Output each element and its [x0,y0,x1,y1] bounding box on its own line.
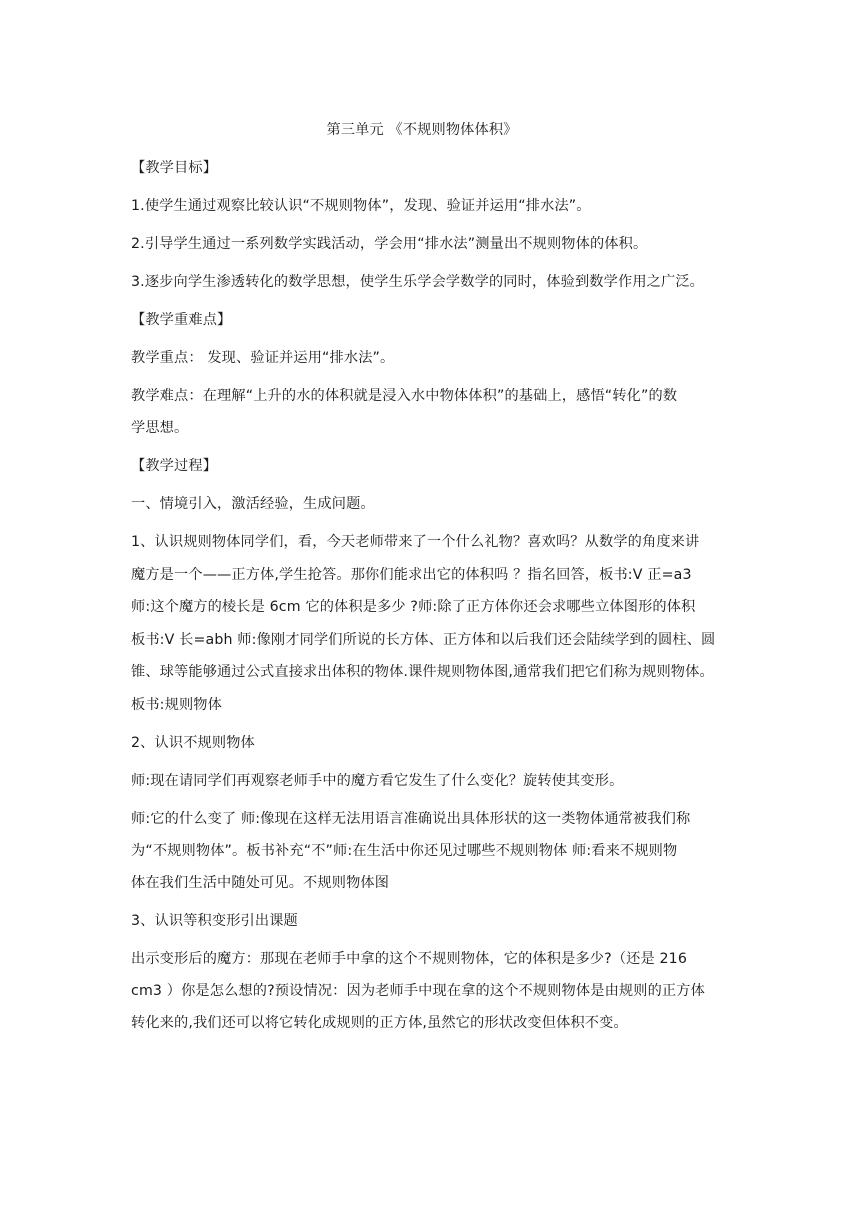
step-2-line-3: 体在我们生活中随处可见。不规则物体图 [131,875,390,891]
step-1-paragraph [131,526,731,721]
difficulty-line-2: 学思想。 [131,420,189,436]
step-3-line-3: 转化来的,我们还可以将它转化成规则的正方体,虽然它的形状改变但体积不变。 [131,1015,628,1031]
step-3-heading: 3、认识等积变形引出课题 [131,913,298,929]
step-1-line-1: 1、认识规则物体同学们，看，今天老师带来了一个什么礼物？喜欢吗？从数学的角度来讲 [131,534,700,550]
process-heading: 【教学过程】 [131,458,218,474]
step-1-line-5: 锥、球等能够通过公式直接求出体积的物体.课件规则物体图,通常我们把它们称为规则物体。 [131,664,714,680]
keypoints-heading: 【教学重难点】 [131,312,232,328]
step-1-line-2: 魔方是一个——正方体,学生抢答。那你们能求出它的体积吗 ？指名回答，板书:V 正=a3 [131,566,692,583]
step-2-line-1: 师:它的什么变了 师:像现在这样无法用语言准确说出具体形状的这一类物体通常被我们称 [131,811,691,827]
step-2-heading: 2、认识不规则物体 [131,735,255,751]
part-one-heading: 一、情境引入，激活经验，生成问题。 [131,496,375,512]
step-3-line-2: cm3 ）你是怎么想的?预设情况：因为老师手中现在拿的这个不规则物体是由规则的正方体 [131,983,705,999]
difficulty-paragraph [131,380,731,444]
step-2-paragraph-2 [131,803,731,899]
step-3-line-1: 出示变形后的魔方：那现在老师手中拿的这个不规则物体，它的体积是多少?（还是 216 [131,951,688,967]
step-1-line-4: 板书:V 长=abh 师:像刚才同学们所说的长方体、正方体和以后我们还会陆续学到的圆柱、圆 [131,631,716,648]
document-title: 第三单元 《不规则物体体积》 [326,122,518,138]
objective-2: 2.引导学生通过一系列数学实践活动，学会用“排水法”测量出不规则物体的体积。 [131,236,648,252]
step-1-line-6: 板书:规则物体 [131,696,222,713]
step-2-line-2: 为“不规则物体”。板书补充“不”师:在生活中你还见过哪些不规则物体 师:看来不规则物 [131,843,678,859]
step-1-line-3: 师:这个魔方的棱长是 6cm 它的体积是多少 ?师:除了正方体你还会求哪些立体图形的体积 [131,599,696,615]
key-point: 教学重点： 发现、验证并运用“排水法”。 [131,350,395,366]
step-2-paragraph-1: 师:现在请同学们再观察老师手中的魔方看它发生了什么变化？旋转使其变形。 [131,773,624,789]
objective-1: 1.使学生通过观察比较认识“不规则物体”，发现、验证并运用“排水法”。 [131,198,591,214]
difficulty-line-1: 教学难点：在理解“上升的水的体积就是浸入水中物体体积”的基础上，感悟“转化”的数 [131,388,678,404]
objectives-heading: 【教学目标】 [131,160,218,176]
step-3-paragraph [131,943,731,1039]
document-body [131,118,731,1049]
objective-3: 3.逐步向学生渗透转化的数学思想，使学生乐学会学数学的同时，体验到数学作用之广泛。 [131,274,705,290]
